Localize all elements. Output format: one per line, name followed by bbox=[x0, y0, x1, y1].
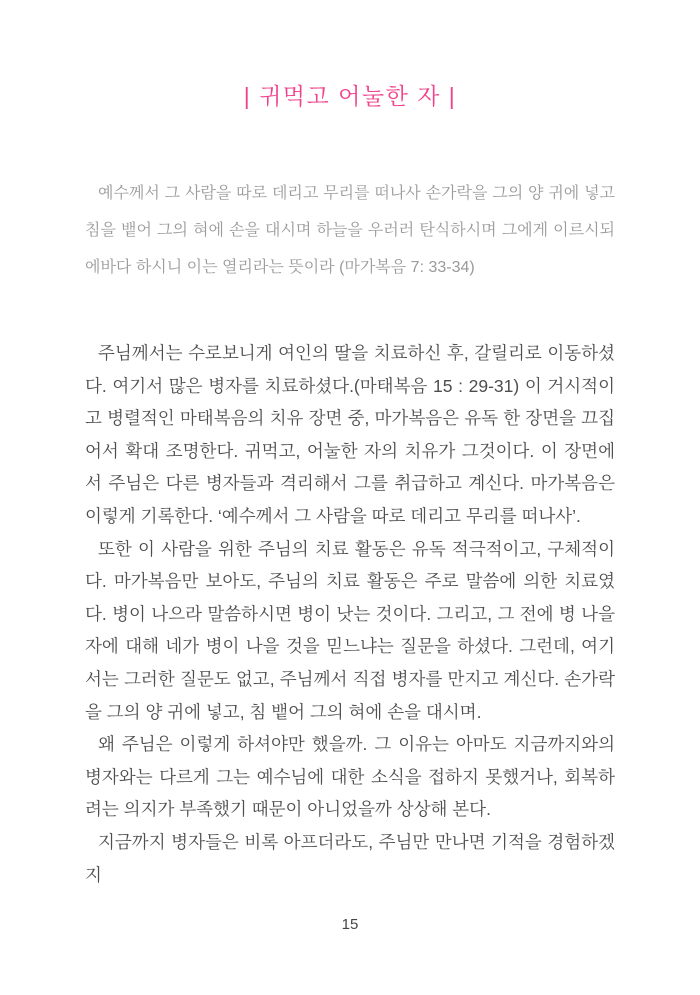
body-paragraph: 또한 이 사람을 위한 주님의 치료 활동은 유독 적극적이고, 구체적이다. 마가복음만 보아도, 주님의 치료 활동은 주로 말씀에 의한 치료였다. 병이 나으라 말씀하시면 병이 낫는 것이다. 그리고, 그 전에 병 나을 자에 대해 네가 병이 나을 것을 믿느냐는 질문을 하셨다. 그런데, 여기서는 그러한 질문도 없고, 주님께서 직접 병자를 만지고 계신다. 손가락을 그의 양 귀에 넣고, 침 뱉어 그의 혀에 손을 대시며. bbox=[85, 538, 615, 722]
body-paragraph: 지금까지 병자들은 비록 아프더라도, 주님만 만나면 기적을 경험하겠지 bbox=[85, 831, 615, 885]
body-paragraph: 왜 주님은 이렇게 하셔야만 했을까. 그 이유는 아마도 지금까지와의 병자와는 다르게 그는 예수님에 대한 소식을 접하지 못했거나, 회복하려는 의지가 부족했기 때문이 아니었을까 상상해 본다. bbox=[85, 734, 615, 820]
chapter-title: | 귀먹고 어눌한 자 | bbox=[243, 83, 457, 109]
body-paragraph: 주님께서는 수로보니게 여인의 딸을 치료하신 후, 갈릴리로 이동하셨다. 여기서 많은 병자를 치료하셨다.(마태복음 15 : 29-31) 이 거시적이고 병렬적인 마태복음의 치유 장면 중, 마가복음은 유독 한 장면을 끄집어서 확대 조명한다. 귀먹고, 어눌한 자의 치유가 그것이다. 이 장면에서 주님은 다른 병자들과 격리해서 그를 취급하고 계신다. 마가복음은 이렇게 기록한다. ‘예수께서 그 사람을 따로 데리고 무리를 떠나사’. bbox=[85, 343, 615, 526]
page-number: 15 bbox=[341, 916, 359, 933]
body-text bbox=[85, 337, 615, 891]
scripture-quote: 예수께서 그 사람을 따로 데리고 무리를 떠나사 손가락을 그의 양 귀에 넣고 침을 뱉어 그의 혀에 손을 대시며 하늘을 우러러 탄식하시며 그에게 이르시되 에바다 하시니 이는 열리라는 뜻이라 (마가복음 7: 33-34) bbox=[85, 185, 615, 276]
